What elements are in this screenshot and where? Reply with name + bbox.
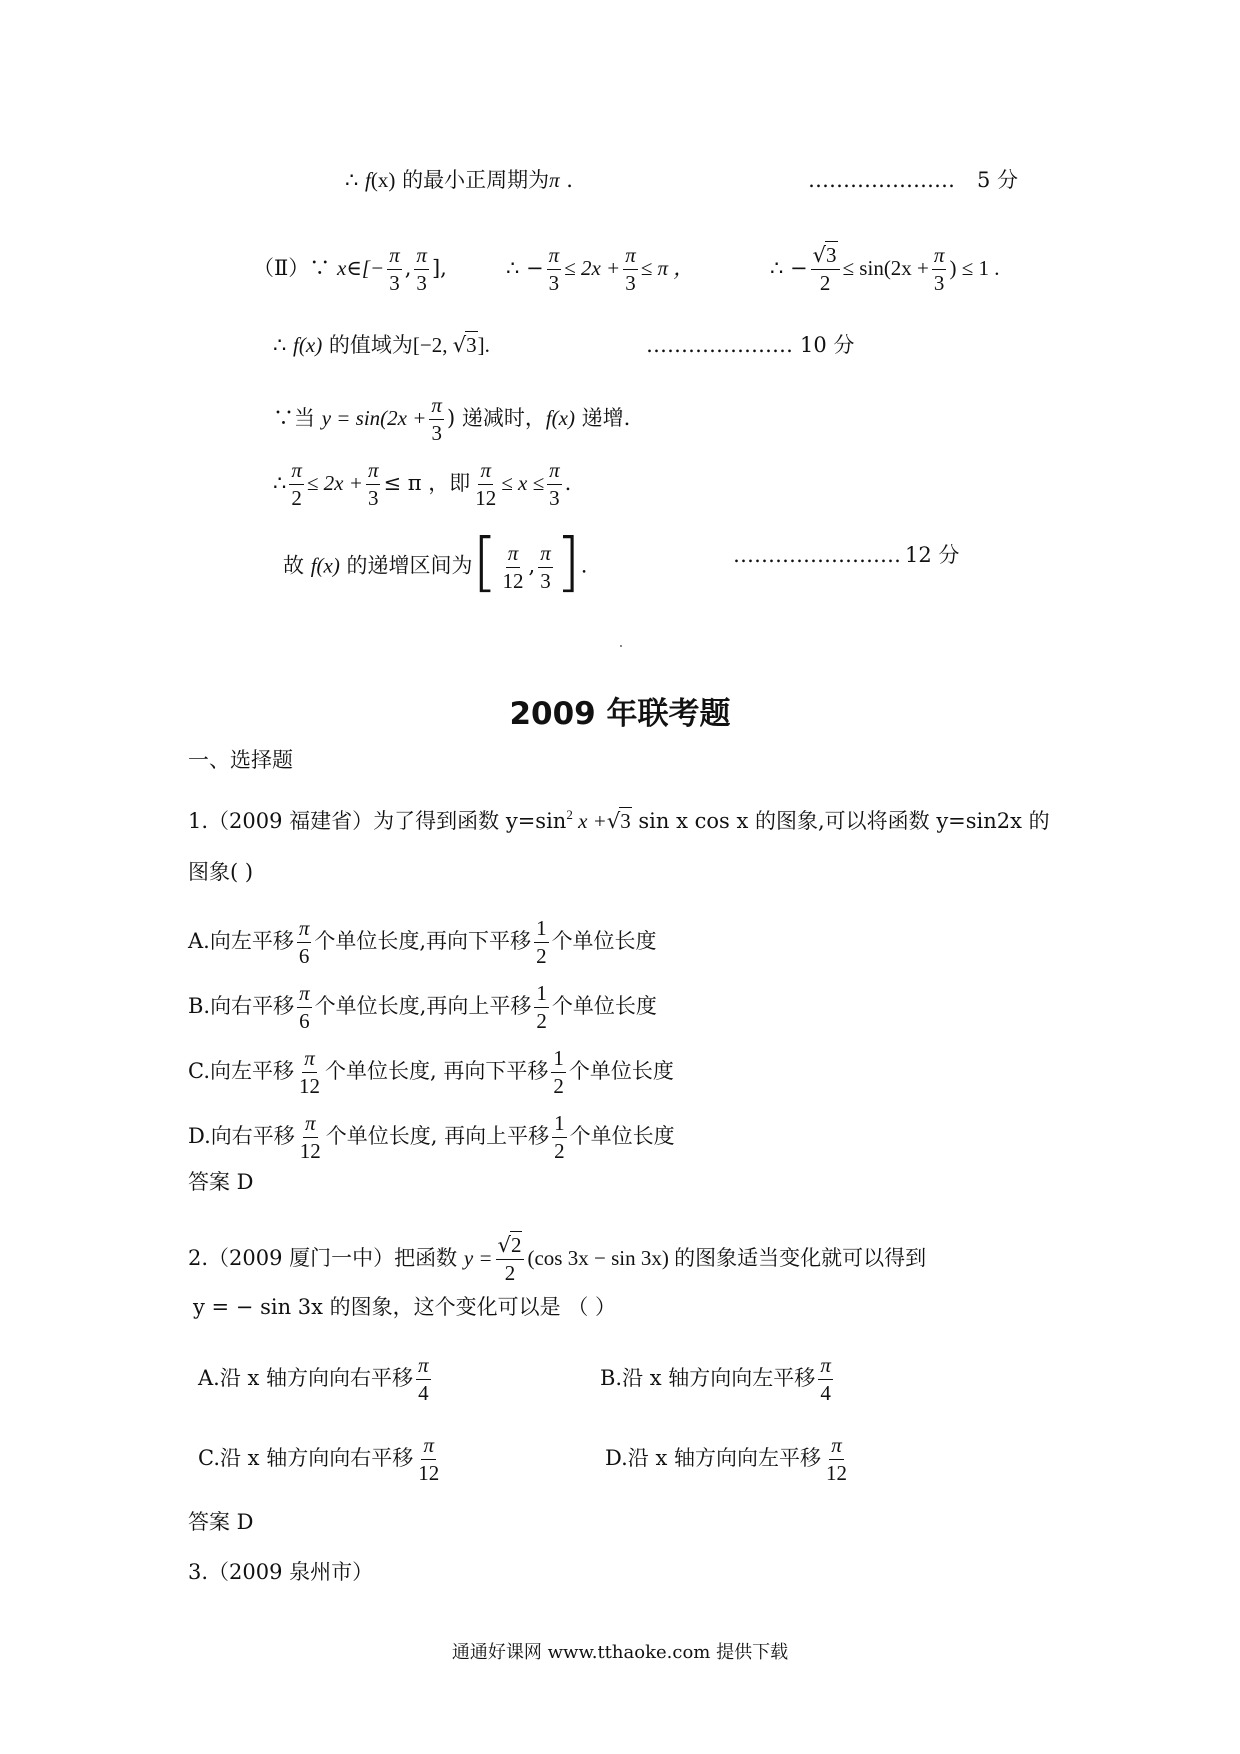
frac-pi-4: $\frac{\pi}{4}$ [820,1353,831,1405]
frac-pi-3: $\frac{\pi}{3}$ [389,243,400,295]
solution-line-interval-ineq: ∴ $\frac{\pi}{2}$ ≤ 2x + $\frac{\pi}{3}$ ≤ π ，即 $\frac{\pi}{12}$ ≤ x ≤ $\frac{\pi}{3}$ . [273,458,572,510]
solution-line-range-setup: （Ⅱ）∵ x∈[− $\frac{\pi}{3}$ , $\frac{\pi}{3}$ ], [253,243,447,295]
q2-option-a: A.沿 x 轴方向向右平移 $\frac{\pi}{4}$ [198,1353,429,1405]
score-10: 10 分 [800,333,855,357]
q2-stem-line2: y = − sin 3x 的图象，这个变化可以是 （ ） [193,1295,617,1319]
q1-answer: 答案 D [188,1170,254,1194]
part-heading: 一、选择题 [188,748,293,772]
q3-stem: 3.（2009 泉州市） [188,1560,374,1584]
q1-stem-line1: 1.（2009 福建省）为了得到函数 $y=\sin^2$ x +√3 sin x cos x 的图象,可以将函数 y=sin2x 的 [188,807,1050,833]
frac-pi-6: $\frac{\pi}{6}$ [299,981,310,1033]
frac-sqrt2-2: $\frac{√2}{2}$ [496,1235,525,1284]
frac-pi-12: $\frac{\pi}{12}$ [475,458,497,510]
frac-pi-12: $\frac{\pi}{12}$ [502,540,524,593]
frac-pi-12: $\frac{\pi}{12}$ [299,1111,321,1163]
frac-sqrt3-2: $\frac{√3}{2}$ [811,245,840,294]
solution-line-value-range: ∴ f(x) 的值域为[−2, √3]. [273,333,490,357]
frac-pi-6: $\frac{\pi}{6}$ [298,916,310,968]
q2-stem-line1: 2.（2009 厦门一中）把函数 y = $\frac{√2}{2}$ (cos 3x − sin 3x) 的图象适当变化就可以得到 [188,1233,927,1285]
frac-1-2: $\frac{1}{2}$ [536,981,547,1033]
frac-pi-3: $\frac{\pi}{3}$ [416,243,427,295]
solution-line-decreasing: ∵当 y = sin(2x + $\frac{\pi}{3}$ ) 递减时，f(x) 递增. [273,393,631,445]
score-dots-12: …………………… [733,543,901,567]
section-title: 2009 年联考题 [509,696,731,732]
q1-option-c: C.向左平移 $\frac{\pi}{12}$ 个单位长度, 再向下平移 $\frac{1}{2}$ 个单位长度 [188,1046,674,1098]
score-5: 5 分 [977,168,1019,192]
score-dots-10: ………………… [646,333,793,357]
solution-inequality-2x: ∴ − $\frac{\pi}{3}$ ≤ 2x + $\frac{\pi}{3}$ ≤ π ， [506,243,695,295]
speck [620,645,622,647]
q2-answer: 答案 D [188,1510,254,1534]
score-dots-5: ………………… [808,168,955,192]
solution-line-period: ∴ f(x) 的最小正周期为π . [345,168,573,192]
frac-pi-3: $\frac{\pi}{3}$ [625,243,636,295]
q2-option-d: D.沿 x 轴方向向左平移 $\frac{\pi}{12}$ [605,1433,847,1485]
q1-option-d: D.向右平移 $\frac{\pi}{12}$ 个单位长度, 再向上平移 $\frac{1}{2}$ 个单位长度 [188,1111,675,1163]
frac-1-2: $\frac{1}{2}$ [553,1046,564,1098]
solution-inequality-sin: ∴ − $\frac{√3}{2}$ ≤ sin(2x + $\frac{\pi}{3}$ ) ≤ 1 . [770,243,1000,295]
frac-pi-3: $\frac{\pi}{3}$ [548,243,560,295]
frac-1-2: $\frac{1}{2}$ [554,1111,565,1163]
frac-1-2: $\frac{1}{2}$ [536,916,547,968]
q2-option-b: B.沿 x 轴方向向左平移 $\frac{\pi}{4}$ [600,1353,831,1405]
frac-pi-12: $\frac{\pi}{12}$ [299,1046,320,1098]
page-footer: 通通好课网 www.tthaoke.com 提供下载 [451,1642,789,1663]
frac-pi-4: $\frac{\pi}{4}$ [418,1353,429,1405]
q1-option-b: B.向右平移 $\frac{\pi}{6}$ 个单位长度,再向上平移 $\frac{1}{2}$ 个单位长度 [188,981,657,1033]
q1-option-a: A.向左平移 $\frac{\pi}{6}$ 个单位长度,再向下平移 $\frac{1}{2}$ 个单位长度 [188,916,657,968]
score-12: 12 分 [905,543,960,567]
frac-pi-3: $\frac{\pi}{3}$ [367,458,379,510]
frac-pi-3: $\frac{\pi}{3}$ [549,458,560,510]
frac-pi-2: $\frac{\pi}{2}$ [291,458,302,510]
solution-line-increasing-interval: 故 f(x) 的递增区间为[ $\frac{\pi}{12}$ , $\frac{\pi}{3}$ ]. [283,526,588,600]
frac-pi-3: $\frac{\pi}{3}$ [431,393,442,445]
frac-pi-12: $\frac{\pi}{12}$ [825,1433,847,1485]
frac-pi-3: $\frac{\pi}{3}$ [933,243,945,295]
q2-option-c: C.沿 x 轴方向向右平移 $\frac{\pi}{12}$ [198,1433,440,1485]
q1-stem-line2: 图象( ) [188,860,254,884]
frac-pi-3: $\frac{\pi}{3}$ [540,540,551,593]
frac-pi-12: $\frac{\pi}{12}$ [418,1433,440,1485]
